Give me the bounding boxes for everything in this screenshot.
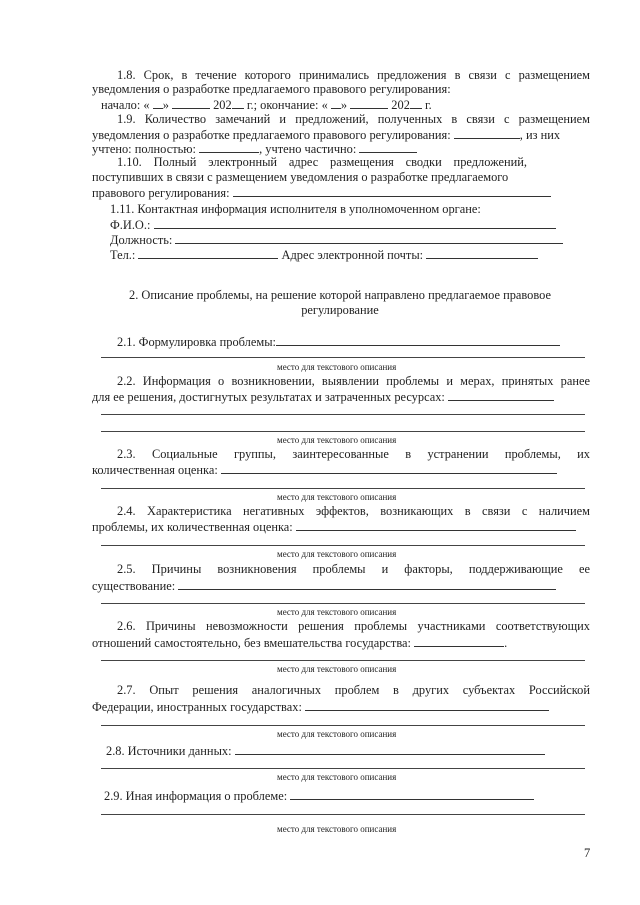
item-2-6-line1: 2.6. Причины невозможности решения проблемы участниками соответствующих	[117, 619, 590, 633]
item-2-4-line2: проблемы, их количественная оценка:	[92, 519, 576, 534]
answer-line[interactable]	[101, 431, 585, 432]
item-1-10-line3: правового регулирования:	[92, 185, 551, 200]
item-2-8: 2.8. Источники данных:	[106, 743, 545, 758]
answer-line[interactable]	[101, 488, 585, 489]
section-2-title-line2: регулирование	[301, 303, 379, 317]
answer-line[interactable]	[101, 660, 585, 661]
item-2-5-line1: 2.5. Причины возникновения проблемы и факторы, поддерживающие ее	[117, 562, 590, 576]
item-1-10-line2: поступивших в связи с размещением уведомления о разработке предлагаемого	[92, 170, 509, 184]
caption: место для текстового описания	[277, 435, 397, 445]
item-1-8-line2: уведомления о разработке предлагаемого правового регулирования:	[92, 82, 451, 96]
item-2-7-line2: Федерации, иностранных государствах:	[92, 699, 549, 714]
item-2-2-line2: для ее решения, достигнутых результатах и затраченных ресурсах:	[92, 389, 554, 404]
caption: место для текстового описания	[277, 664, 397, 674]
caption: место для текстового описания	[277, 772, 397, 782]
item-2-9: 2.9. Иная информация о проблеме:	[104, 788, 534, 803]
start-label: начало: «	[101, 98, 150, 112]
item-1-9-line2: уведомления о разработке предлагаемого правового регулирования: , из них	[92, 128, 561, 142]
answer-line[interactable]	[101, 814, 585, 815]
caption: место для текстового описания	[277, 607, 397, 617]
phone-email-field[interactable]: Тел.: Адрес электронной почты:	[110, 247, 538, 262]
answer-line[interactable]	[101, 414, 585, 415]
answer-line[interactable]	[101, 768, 585, 769]
item-1-8-dates: начало: « » 202 г.; окончание: « » 202 г.	[101, 98, 432, 112]
item-1-10-line1: 1.10. Полный электронный адрес размещения сводки предложений,	[117, 155, 527, 169]
item-2-2-line1: 2.2. Информация о возникновении, выявлении проблемы и мерах, принятых ранее	[117, 374, 590, 388]
item-2-7-line1: 2.7. Опыт решения аналогичных проблем в других субъектах Российской	[117, 683, 590, 697]
item-2-3-line1: 2.3. Социальные группы, заинтересованные в устранении проблемы, их	[117, 447, 590, 461]
answer-line[interactable]	[101, 603, 585, 604]
section-2-title-line1: 2. Описание проблемы, на решение которой направлено предлагаемое правовое	[129, 288, 551, 302]
fio-field[interactable]: Ф.И.О.:	[110, 217, 556, 232]
answer-line[interactable]	[101, 725, 585, 726]
item-2-3-line2: количественная оценка:	[92, 462, 557, 477]
answer-line[interactable]	[101, 545, 585, 546]
item-2-1: 2.1. Формулировка проблемы:	[117, 334, 560, 349]
caption: место для текстового описания	[277, 492, 397, 502]
item-1-9-line3: учтено: полностью: , учтено частично:	[92, 141, 417, 156]
caption: место для текстового описания	[277, 824, 397, 834]
item-2-4-line1: 2.4. Характеристика негативных эффектов, возникающих в связи с наличием	[117, 504, 590, 518]
answer-line[interactable]	[101, 357, 585, 358]
caption: место для текстового описания	[277, 362, 397, 372]
page-number: 7	[584, 846, 591, 860]
position-field[interactable]: Должность:	[110, 232, 563, 247]
item-1-11-heading: 1.11. Контактная информация исполнителя в уполномоченном органе:	[110, 202, 481, 216]
item-2-6-line2: отношений самостоятельно, без вмешательства государства: .	[92, 636, 508, 650]
item-1-9-line1: 1.9. Количество замечаний и предложений, полученных в связи с размещением	[117, 112, 590, 126]
caption: место для текстового описания	[277, 549, 397, 559]
end-label: г.; окончание: «	[246, 98, 328, 112]
caption: место для текстового описания	[277, 729, 397, 739]
item-2-5-line2: существование:	[92, 578, 556, 593]
item-1-8-line1: 1.8. Срок, в течение которого принимались предложения в связи с размещением	[117, 68, 590, 82]
